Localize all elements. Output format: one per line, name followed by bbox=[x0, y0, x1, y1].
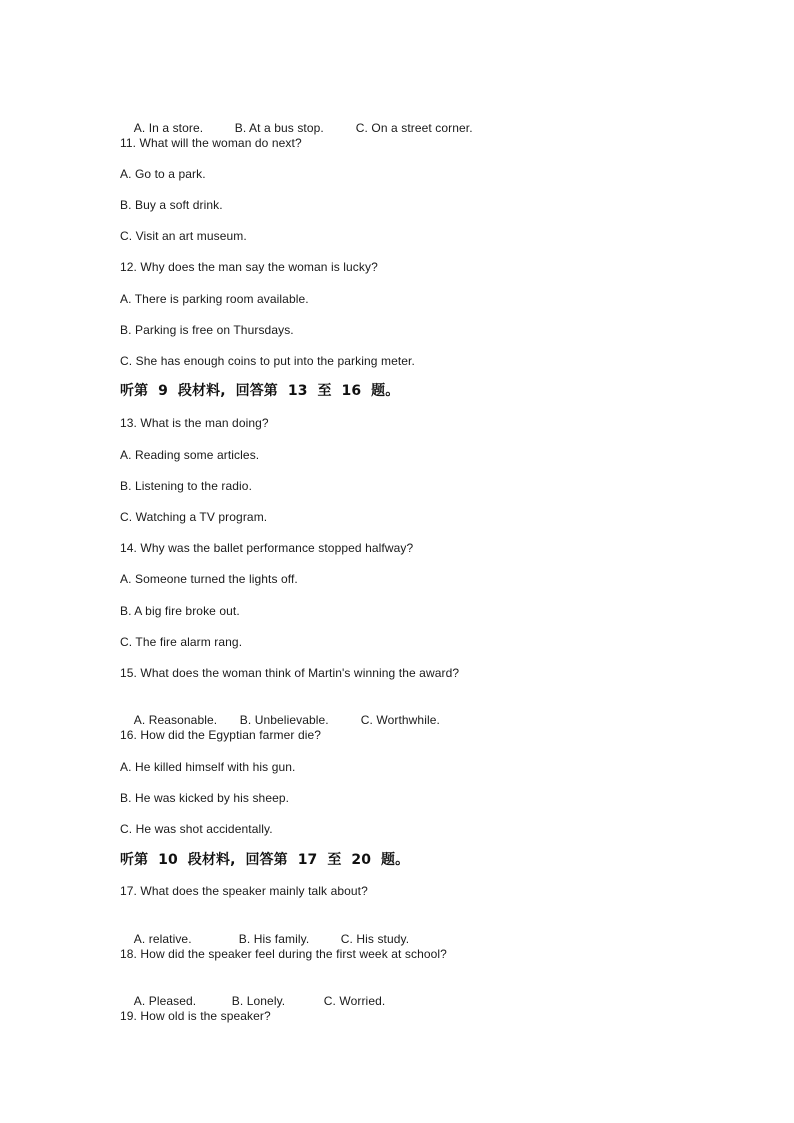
option-12-b: B. Parking is free on Thursdays. bbox=[120, 323, 294, 337]
option-12-c: C. She has enough coins to put into the parking meter. bbox=[120, 354, 415, 368]
option-14-a: A. Someone turned the lights off. bbox=[120, 572, 298, 586]
question-14: 14. Why was the ballet performance stopped halfway? bbox=[120, 541, 414, 555]
option-11-a: A. Go to a park. bbox=[120, 167, 206, 181]
option-b: B. At a bus stop. bbox=[234, 121, 324, 135]
section-heading-10: 听第 10 段材料, 回答第 17 至 20 题。 bbox=[120, 852, 410, 868]
option-c: C. Worried. bbox=[323, 994, 386, 1008]
option-b: B. His family. bbox=[238, 932, 310, 946]
option-16-c: C. He was shot accidentally. bbox=[120, 822, 273, 836]
option-13-a: A. Reading some articles. bbox=[120, 448, 260, 462]
question-13: 13. What is the man doing? bbox=[120, 416, 269, 430]
question-11: 11. What will the woman do next? bbox=[120, 136, 302, 150]
option-a: A. In a store. bbox=[133, 121, 204, 135]
option-c: C. His study. bbox=[340, 932, 410, 946]
question-16: 16. How did the Egyptian farmer die? bbox=[120, 728, 322, 742]
question-18: 18. How did the speaker feel during the first week at school? bbox=[120, 947, 447, 961]
option-16-b: B. He was kicked by his sheep. bbox=[120, 791, 290, 805]
option-c: C. On a street corner. bbox=[355, 121, 473, 135]
option-12-a: A. There is parking room available. bbox=[120, 292, 309, 306]
option-11-b: B. Buy a soft drink. bbox=[120, 198, 223, 212]
option-b: B. Unbelievable. bbox=[239, 713, 329, 727]
option-14-c: C. The fire alarm rang. bbox=[120, 635, 243, 649]
option-16-a: A. He killed himself with his gun. bbox=[120, 760, 296, 774]
option-13-c: C. Watching a TV program. bbox=[120, 510, 268, 524]
question-15: 15. What does the woman think of Martin's winning the award? bbox=[120, 666, 460, 680]
question-17: 17. What does the speaker mainly talk about? bbox=[120, 884, 368, 898]
option-14-b: B. A big fire broke out. bbox=[120, 604, 240, 618]
option-a: A. Pleased. bbox=[133, 994, 197, 1008]
option-b: B. Lonely. bbox=[231, 994, 286, 1008]
section-heading-9: 听第 9 段材料, 回答第 13 至 16 题。 bbox=[120, 383, 400, 399]
option-11-c: C. Visit an art museum. bbox=[120, 229, 247, 243]
option-a: A. relative. bbox=[133, 932, 192, 946]
option-c: C. Worthwhile. bbox=[360, 713, 440, 727]
question-19: 19. How old is the speaker? bbox=[120, 1009, 271, 1023]
question-12: 12. Why does the man say the woman is lucky? bbox=[120, 260, 378, 274]
option-13-b: B. Listening to the radio. bbox=[120, 479, 253, 493]
option-a: A. Reasonable. bbox=[133, 713, 218, 727]
